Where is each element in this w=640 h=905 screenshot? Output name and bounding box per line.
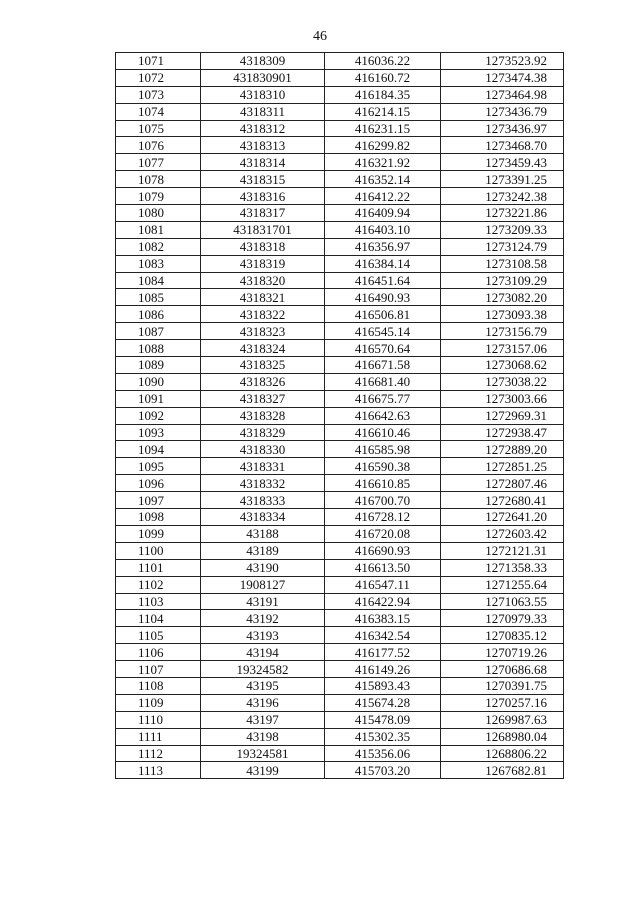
table-row [116,593,564,610]
point-code-cell: 43188 [201,525,325,542]
y-coordinate-cell: 1267682.81 [441,762,564,779]
table-row [116,154,564,171]
x-coordinate-cell: 416036.22 [325,53,441,70]
point-code-cell: 4318313 [201,137,325,154]
x-coordinate-cell: 416585.98 [325,441,441,458]
x-coordinate-cell: 416403.10 [325,221,441,238]
point-code-cell: 43192 [201,610,325,627]
row-number-cell: 1110 [116,711,201,728]
coordinates-table [115,52,564,779]
y-coordinate-cell: 1273464.98 [441,86,564,103]
point-code-cell: 43190 [201,559,325,576]
row-number-cell: 1072 [116,69,201,86]
table-row [116,103,564,120]
row-number-cell: 1084 [116,272,201,289]
y-coordinate-cell: 1272641.20 [441,509,564,526]
table-row [116,610,564,627]
y-coordinate-cell: 1273082.20 [441,289,564,306]
row-number-cell: 1097 [116,492,201,509]
row-number-cell: 1091 [116,390,201,407]
x-coordinate-cell: 416384.14 [325,255,441,272]
point-code-cell: 4318319 [201,255,325,272]
point-code-cell: 43197 [201,711,325,728]
row-number-cell: 1109 [116,694,201,711]
table-row [116,357,564,374]
row-number-cell: 1079 [116,188,201,205]
point-code-cell: 4318324 [201,340,325,357]
x-coordinate-cell: 416321.92 [325,154,441,171]
row-number-cell: 1100 [116,542,201,559]
point-code-cell: 19324581 [201,745,325,762]
table-row [116,289,564,306]
y-coordinate-cell: 1273436.97 [441,120,564,137]
point-code-cell: 4318325 [201,357,325,374]
x-coordinate-cell: 416613.50 [325,559,441,576]
table-row [116,407,564,424]
point-code-cell: 4318327 [201,390,325,407]
x-coordinate-cell: 415302.35 [325,728,441,745]
point-code-cell: 19324582 [201,661,325,678]
y-coordinate-cell: 1271255.64 [441,576,564,593]
y-coordinate-cell: 1273093.38 [441,306,564,323]
point-code-cell: 431831701 [201,221,325,238]
x-coordinate-cell: 416681.40 [325,373,441,390]
y-coordinate-cell: 1273474.38 [441,69,564,86]
table-row [116,221,564,238]
point-code-cell: 4318329 [201,424,325,441]
row-number-cell: 1080 [116,205,201,222]
y-coordinate-cell: 1273003.66 [441,390,564,407]
x-coordinate-cell: 416214.15 [325,103,441,120]
y-coordinate-cell: 1273038.22 [441,373,564,390]
point-code-cell: 4318331 [201,458,325,475]
y-coordinate-cell: 1273242.38 [441,188,564,205]
y-coordinate-cell: 1272807.46 [441,475,564,492]
x-coordinate-cell: 416700.70 [325,492,441,509]
x-coordinate-cell: 416422.94 [325,593,441,610]
y-coordinate-cell: 1273459.43 [441,154,564,171]
point-code-cell: 4318323 [201,323,325,340]
table-row [116,272,564,289]
row-number-cell: 1081 [116,221,201,238]
y-coordinate-cell: 1272851.25 [441,458,564,475]
x-coordinate-cell: 415893.43 [325,677,441,694]
y-coordinate-cell: 1273209.33 [441,221,564,238]
row-number-cell: 1092 [116,407,201,424]
table-row [116,694,564,711]
y-coordinate-cell: 1273523.92 [441,53,564,70]
row-number-cell: 1105 [116,627,201,644]
y-coordinate-cell: 1273124.79 [441,238,564,255]
row-number-cell: 1098 [116,509,201,526]
x-coordinate-cell: 416610.85 [325,475,441,492]
y-coordinate-cell: 1272603.42 [441,525,564,542]
x-coordinate-cell: 416671.58 [325,357,441,374]
table-row [116,171,564,188]
y-coordinate-cell: 1268980.04 [441,728,564,745]
row-number-cell: 1093 [116,424,201,441]
y-coordinate-cell: 1271063.55 [441,593,564,610]
x-coordinate-cell: 416149.26 [325,661,441,678]
table-row [116,525,564,542]
x-coordinate-cell: 416728.12 [325,509,441,526]
table-row [116,373,564,390]
row-number-cell: 1082 [116,238,201,255]
y-coordinate-cell: 1273221.86 [441,205,564,222]
y-coordinate-cell: 1269987.63 [441,711,564,728]
y-coordinate-cell: 1273109.29 [441,272,564,289]
x-coordinate-cell: 416545.14 [325,323,441,340]
x-coordinate-cell: 416356.97 [325,238,441,255]
x-coordinate-cell: 415478.09 [325,711,441,728]
table-row [116,644,564,661]
y-coordinate-cell: 1268806.22 [441,745,564,762]
point-code-cell: 4318318 [201,238,325,255]
point-code-cell: 4318322 [201,306,325,323]
point-code-cell: 4318328 [201,407,325,424]
table-row [116,661,564,678]
row-number-cell: 1103 [116,593,201,610]
row-number-cell: 1074 [116,103,201,120]
x-coordinate-cell: 416570.64 [325,340,441,357]
point-code-cell: 4318311 [201,103,325,120]
row-number-cell: 1106 [116,644,201,661]
x-coordinate-cell: 416490.93 [325,289,441,306]
x-coordinate-cell: 415703.20 [325,762,441,779]
table-row [116,69,564,86]
x-coordinate-cell: 416506.81 [325,306,441,323]
y-coordinate-cell: 1273391.25 [441,171,564,188]
y-coordinate-cell: 1273108.58 [441,255,564,272]
row-number-cell: 1075 [116,120,201,137]
point-code-cell: 43199 [201,762,325,779]
table-row [116,188,564,205]
x-coordinate-cell: 416177.52 [325,644,441,661]
x-coordinate-cell: 416409.94 [325,205,441,222]
y-coordinate-cell: 1270979.33 [441,610,564,627]
point-code-cell: 43195 [201,677,325,694]
point-code-cell: 4318316 [201,188,325,205]
row-number-cell: 1077 [116,154,201,171]
x-coordinate-cell: 416231.15 [325,120,441,137]
coordinates-table-body [116,53,564,779]
y-coordinate-cell: 1272969.31 [441,407,564,424]
row-number-cell: 1085 [116,289,201,306]
table-row [116,441,564,458]
x-coordinate-cell: 416451.64 [325,272,441,289]
row-number-cell: 1071 [116,53,201,70]
row-number-cell: 1073 [116,86,201,103]
y-coordinate-cell: 1272680.41 [441,492,564,509]
y-coordinate-cell: 1271358.33 [441,559,564,576]
y-coordinate-cell: 1272121.31 [441,542,564,559]
point-code-cell: 4318310 [201,86,325,103]
y-coordinate-cell: 1270686.68 [441,661,564,678]
point-code-cell: 431830901 [201,69,325,86]
point-code-cell: 4318321 [201,289,325,306]
y-coordinate-cell: 1272938.47 [441,424,564,441]
point-code-cell: 43189 [201,542,325,559]
table-row [116,238,564,255]
row-number-cell: 1094 [116,441,201,458]
x-coordinate-cell: 416352.14 [325,171,441,188]
y-coordinate-cell: 1273436.79 [441,103,564,120]
x-coordinate-cell: 415674.28 [325,694,441,711]
row-number-cell: 1108 [116,677,201,694]
x-coordinate-cell: 416690.93 [325,542,441,559]
point-code-cell: 4318309 [201,53,325,70]
x-coordinate-cell: 416610.46 [325,424,441,441]
row-number-cell: 1086 [116,306,201,323]
x-coordinate-cell: 416383.15 [325,610,441,627]
x-coordinate-cell: 416184.35 [325,86,441,103]
point-code-cell: 4318334 [201,509,325,526]
y-coordinate-cell: 1270835.12 [441,627,564,644]
table-row [116,323,564,340]
table-row [116,205,564,222]
point-code-cell: 43194 [201,644,325,661]
point-code-cell: 1908127 [201,576,325,593]
x-coordinate-cell: 415356.06 [325,745,441,762]
point-code-cell: 4318312 [201,120,325,137]
table-row [116,306,564,323]
table-row [116,762,564,779]
row-number-cell: 1096 [116,475,201,492]
table-row [116,627,564,644]
row-number-cell: 1102 [116,576,201,593]
point-code-cell: 43193 [201,627,325,644]
row-number-cell: 1095 [116,458,201,475]
table-row [116,120,564,137]
y-coordinate-cell: 1272889.20 [441,441,564,458]
table-row [116,340,564,357]
row-number-cell: 1088 [116,340,201,357]
y-coordinate-cell: 1273068.62 [441,357,564,374]
table-row [116,53,564,70]
table-row [116,475,564,492]
point-code-cell: 4318320 [201,272,325,289]
table-row [116,255,564,272]
row-number-cell: 1090 [116,373,201,390]
row-number-cell: 1113 [116,762,201,779]
row-number-cell: 1089 [116,357,201,374]
point-code-cell: 4318330 [201,441,325,458]
table-row [116,137,564,154]
x-coordinate-cell: 416720.08 [325,525,441,542]
table-row [116,424,564,441]
point-code-cell: 4318326 [201,373,325,390]
table-row [116,728,564,745]
row-number-cell: 1104 [116,610,201,627]
table-row [116,576,564,593]
point-code-cell: 4318314 [201,154,325,171]
y-coordinate-cell: 1273468.70 [441,137,564,154]
table-row [116,542,564,559]
table-row [116,677,564,694]
table-row [116,711,564,728]
row-number-cell: 1078 [116,171,201,188]
row-number-cell: 1099 [116,525,201,542]
table-row [116,559,564,576]
x-coordinate-cell: 416342.54 [325,627,441,644]
point-code-cell: 43198 [201,728,325,745]
x-coordinate-cell: 416299.82 [325,137,441,154]
y-coordinate-cell: 1273157.06 [441,340,564,357]
x-coordinate-cell: 416675.77 [325,390,441,407]
table-row [116,390,564,407]
row-number-cell: 1112 [116,745,201,762]
x-coordinate-cell: 416160.72 [325,69,441,86]
x-coordinate-cell: 416590.38 [325,458,441,475]
row-number-cell: 1111 [116,728,201,745]
page-number: 46 [313,29,327,44]
point-code-cell: 43191 [201,593,325,610]
point-code-cell: 4318333 [201,492,325,509]
table-row [116,745,564,762]
point-code-cell: 43196 [201,694,325,711]
point-code-cell: 4318317 [201,205,325,222]
table-row [116,509,564,526]
x-coordinate-cell: 416547.11 [325,576,441,593]
row-number-cell: 1083 [116,255,201,272]
row-number-cell: 1107 [116,661,201,678]
table-row [116,86,564,103]
row-number-cell: 1087 [116,323,201,340]
point-code-cell: 4318332 [201,475,325,492]
point-code-cell: 4318315 [201,171,325,188]
row-number-cell: 1101 [116,559,201,576]
y-coordinate-cell: 1270391.75 [441,677,564,694]
table-row [116,492,564,509]
x-coordinate-cell: 416412.22 [325,188,441,205]
table-row [116,458,564,475]
y-coordinate-cell: 1270719.26 [441,644,564,661]
row-number-cell: 1076 [116,137,201,154]
x-coordinate-cell: 416642.63 [325,407,441,424]
y-coordinate-cell: 1273156.79 [441,323,564,340]
y-coordinate-cell: 1270257.16 [441,694,564,711]
